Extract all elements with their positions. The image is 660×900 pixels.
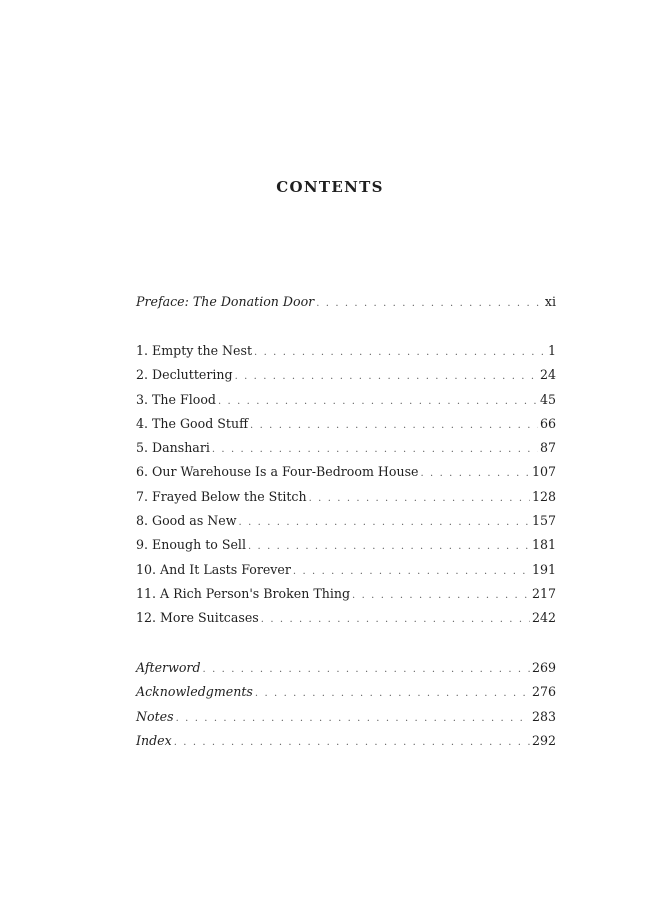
toc-entry-index <box>136 733 556 757</box>
toc-entry-chapter-8 <box>136 513 556 537</box>
toc-entry-label: 3. The Flood <box>136 391 216 407</box>
dot-leader <box>203 664 530 675</box>
toc-entry-page: 24 <box>539 367 556 383</box>
toc-entry-label: 5. Danshari <box>136 440 210 456</box>
contents-heading: CONTENTS <box>276 178 384 196</box>
toc-entry-page: 191 <box>531 561 556 577</box>
toc-entry-page: 269 <box>531 660 556 675</box>
preface-section <box>136 294 556 318</box>
toc-entry-page: 66 <box>539 415 556 431</box>
dot-leader <box>254 347 546 358</box>
dot-leader <box>261 614 530 625</box>
toc-entry-chapter-2 <box>136 367 556 391</box>
toc-entry-chapter-10 <box>136 562 556 586</box>
toc-entry-page: xi <box>544 294 556 309</box>
toc-entry-label: 8. Good as New <box>136 513 237 529</box>
dot-leader <box>176 713 530 724</box>
toc-entry-preface <box>136 294 556 318</box>
toc-entry-page: 242 <box>531 610 556 626</box>
toc-entry-chapter-5 <box>136 440 556 464</box>
toc-entry-notes <box>136 709 556 733</box>
dot-leader <box>248 541 530 552</box>
toc-entry-afterword <box>136 660 556 684</box>
toc-entry-label: 11. A Rich Person's Broken Thing <box>136 585 351 601</box>
toc-entry-label: 4. The Good Stuff <box>136 415 249 431</box>
dot-leader <box>235 371 538 382</box>
toc-entry-label: Index <box>136 732 172 748</box>
toc-entry-page: 87 <box>539 440 556 456</box>
back-matter-section <box>136 660 556 757</box>
toc-entry-label: 6. Our Warehouse Is a Four-Bedroom House <box>136 464 419 480</box>
toc-entry-label: 7. Frayed Below the Stitch <box>136 488 307 504</box>
toc-entry-page: 217 <box>531 585 556 601</box>
toc-entry-page: 128 <box>531 488 556 504</box>
dot-leader <box>239 517 530 528</box>
toc-entry-page: 181 <box>531 537 556 553</box>
toc-entry-page: 283 <box>531 708 556 724</box>
toc-entry-label: 2. Decluttering <box>136 367 233 383</box>
toc-entry-label: Preface: The Donation Door <box>136 294 315 309</box>
toc-entry-label: Acknowledgments <box>136 684 253 700</box>
toc-entry-label: 9. Enough to Sell <box>136 537 246 553</box>
toc-entry-chapter-12 <box>136 610 556 634</box>
toc-entry-chapter-9 <box>136 537 556 561</box>
dot-leader <box>212 444 538 455</box>
toc-entry-page: 45 <box>539 391 556 407</box>
dot-leader <box>309 493 530 504</box>
toc-entry-page: 107 <box>531 464 556 480</box>
toc-entry-label: 1. Empty the Nest <box>136 343 253 358</box>
toc-entry-chapter-4 <box>136 416 556 440</box>
dot-leader <box>293 566 530 577</box>
toc-entry-chapter-7 <box>136 489 556 513</box>
dot-leader <box>174 737 530 748</box>
toc-entry-page: 157 <box>531 513 556 529</box>
toc-entry-label: 12. More Suitcases <box>136 610 259 626</box>
dot-leader <box>421 468 530 479</box>
dot-leader <box>250 420 538 431</box>
toc-entry-chapter-6 <box>136 464 556 488</box>
toc-entry-label: 10. And It Lasts Forever <box>136 561 291 577</box>
dot-leader <box>255 688 530 699</box>
toc-entry-chapter-1 <box>136 343 556 367</box>
toc-entry-acknowledgments <box>136 684 556 708</box>
toc-entry-page: 292 <box>531 732 556 748</box>
dot-leader <box>316 298 543 309</box>
toc-entry-label: Afterword <box>136 660 201 675</box>
dot-leader <box>218 396 538 407</box>
toc-entry-chapter-3 <box>136 392 556 416</box>
toc-entry-page: 1 <box>547 343 556 358</box>
chapters-section <box>136 343 556 635</box>
toc-entry-label: Notes <box>136 708 174 724</box>
toc-entry-page: 276 <box>531 684 556 700</box>
toc-entry-chapter-11 <box>136 586 556 610</box>
dot-leader <box>352 590 530 601</box>
